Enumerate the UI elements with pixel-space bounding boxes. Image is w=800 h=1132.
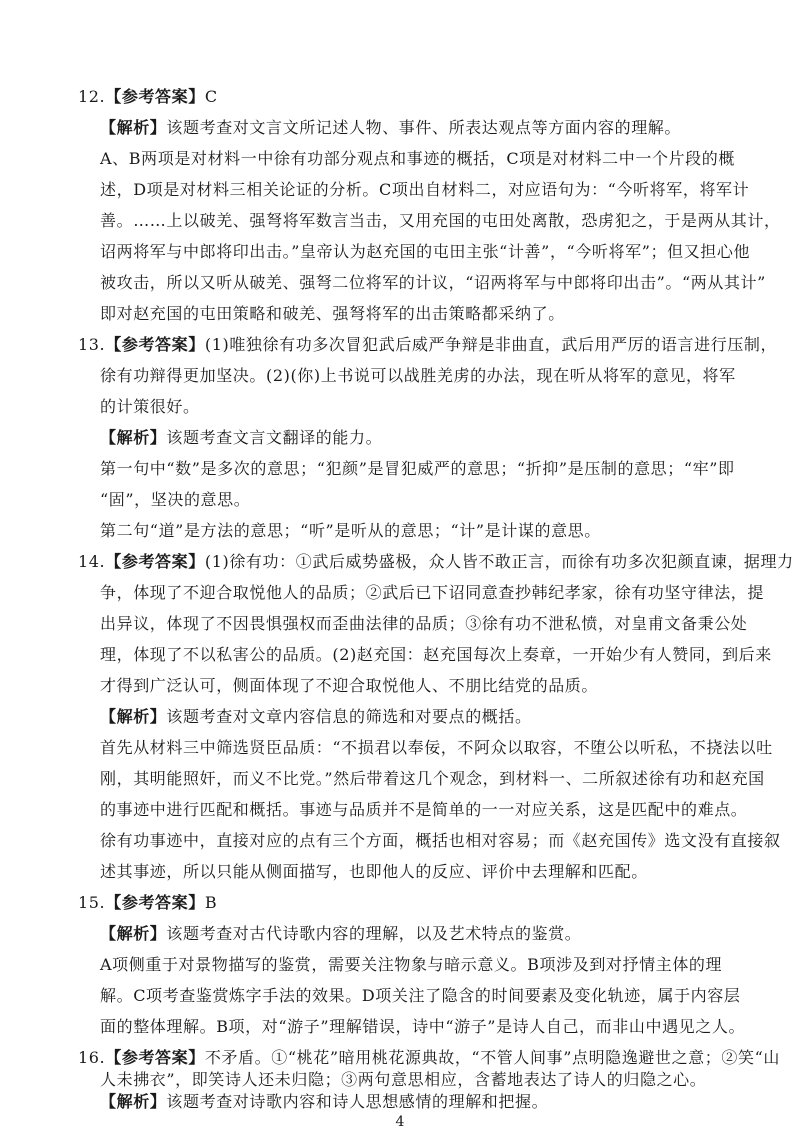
body-line: 诏两将军与中郎将印出击。”皇帝认为赵充国的屯田主张“计善”，“今听将军”；但又担心他 [100,242,751,261]
answer-line [78,1047,780,1069]
body-line: “固”，坚决的意思。 [100,490,251,509]
answer-line [78,551,794,573]
analysis-heading: 【解析】 [100,924,167,943]
body-line: 徐有功事迹中，直接对应的点有三个方面，概括也相对容易；而《赵充国传》选文没有直接叙 [100,831,781,850]
body-line: 的事迹中进行匹配和概括。事迹与品质并不是简单的一一对应关系，这是匹配中的难点。 [100,800,748,819]
analysis-heading: 【解析】 [100,1092,167,1111]
analysis-line [100,427,382,449]
question-number: 16. [78,1048,106,1067]
answer-text: C [204,87,218,106]
body-line: 述其事迹，所以只能从侧面描写，也即他人的反应、评价中去理解和匹配。 [100,862,648,881]
analysis-line [100,923,581,945]
answer-text: (1)徐有功：①武后威势盛极，众人皆不敢正言，而徐有功多次犯颜直谏，据理力 [204,552,794,571]
answer-text: 不矛盾。①“桃花”暗用桃花源典故，“不管人间事”点明隐逸避世之意；②笑“山 [204,1048,780,1067]
analysis-line [100,706,532,728]
answer-heading: 【参考答案】 [105,335,205,354]
body-line: 徐有功辩得更加坚决。(2)(你)上书说可以战胜羌虏的办法，现在听从将军的意见，将军 [100,366,736,385]
analysis-line [100,117,681,139]
analysis-text: 该题考查对古代诗歌内容的理解，以及艺术特点的鉴赏。 [166,924,582,943]
body-line: 善。……上以破羌、强弩将军数言当击，又用充国的屯田处离散，恐虏犯之，于是两从其计， [100,211,781,230]
body-line: 第一句中“数”是多次的意思；“犯颜”是冒犯威严的意思；“折抑”是压制的意思；“牢”即 [100,459,735,478]
body-line: 才得到广泛认可，侧面体现了不迎合取悦他人、不朋比结党的品质。 [100,676,599,695]
body-line: 出异议，体现了不因畏惧强权而歪曲法律的品质；③徐有功不泄私愤，对皇甫文备秉公处 [100,614,748,633]
question-number: 15. [78,893,106,912]
answer-line [78,892,217,914]
answer-line [78,86,218,108]
body-line: A项侧重于对景物描写的鉴赏，需要关注物象与暗示意义。B项涉及到对抒情主体的理 [100,955,723,974]
analysis-text: 该题考查文言文翻译的能力。 [166,428,383,447]
analysis-text: 该题考查对文言文所记述人物、事件、所表达观点等方面内容的理解。 [166,118,682,137]
body-line: 的计策很好。 [100,397,200,416]
answer-heading: 【参考答案】 [105,552,205,571]
answer-heading: 【参考答案】 [105,87,205,106]
body-line: A、B两项是对材料一中徐有功部分观点和事迹的概括，C项是对材料二中一个片段的概 [100,149,735,168]
analysis-text: 该题考查对诗歌内容和诗人思想感情的理解和把握。 [166,1092,549,1111]
analysis-heading: 【解析】 [100,118,167,137]
question-number: 12. [78,87,106,106]
analysis-heading: 【解析】 [100,707,167,726]
answer-heading: 【参考答案】 [105,1048,205,1067]
question-number: 14. [78,552,106,571]
analysis-text: 该题考查对文章内容信息的筛选和对要点的概括。 [166,707,532,726]
answer-text: (1)唯独徐有功多次冒犯武后威严争辩是非曲直，武后用严厉的语言进行压制， [204,335,778,354]
body-line: 人未拂衣”，即笑诗人还未归隐；③两句意思相应，含蓄地表达了诗人的归隐之心。 [100,1070,707,1089]
answer-line [78,334,777,356]
body-line: 争，体现了不迎合取悦他人的品质；②武后已下诏同意查抄韩纪孝家，徐有功坚守律法，提 [100,583,765,602]
body-line: 第二句“道”是方法的意思；“听”是听从的意思；“计”是计谋的意思。 [100,521,601,540]
page-number: 4 [395,1114,405,1130]
body-line: 被攻击，所以又听从破羌、强弩二位将军的计议，“诏两将军与中郎将印出击”。“两从其计” [100,273,766,292]
body-line: 理，体现了不以私害公的品质。(2)赵充国：赵充国每次上奏章，一开始少有人赞同，到后来 [100,645,772,664]
question-number: 13. [78,335,106,354]
analysis-line [100,1091,548,1113]
answer-heading: 【参考答案】 [105,893,205,912]
analysis-heading: 【解析】 [100,428,167,447]
body-line: 解。C项考查鉴赏炼字手法的效果。D项关注了隐含的时间要素及变化轨迹，属于内容层 [100,986,741,1005]
answer-text: B [204,893,218,912]
body-line: 述，D项是对材料三相关论证的分析。C项出自材料二，对应语句为：“今听将军，将军计 [100,180,750,199]
body-line: 首先从材料三中筛选贤臣品质：“不损君以奉佞，不阿众以取容，不堕公以听私，不挠法以吐 [100,738,773,757]
body-line: 即对赵充国的屯田策略和破羌、强弩将军的出击策略都采纳了。 [100,304,565,323]
body-line: 刚，其明能照奸，而义不比党。”然后带着这几个观念，到材料一、二所叙述徐有功和赵充国 [100,769,765,788]
body-line: 面的整体理解。B项，对“游子”理解错误，诗中“游子”是诗人自己，而非山中遇见之人。 [100,1017,746,1036]
